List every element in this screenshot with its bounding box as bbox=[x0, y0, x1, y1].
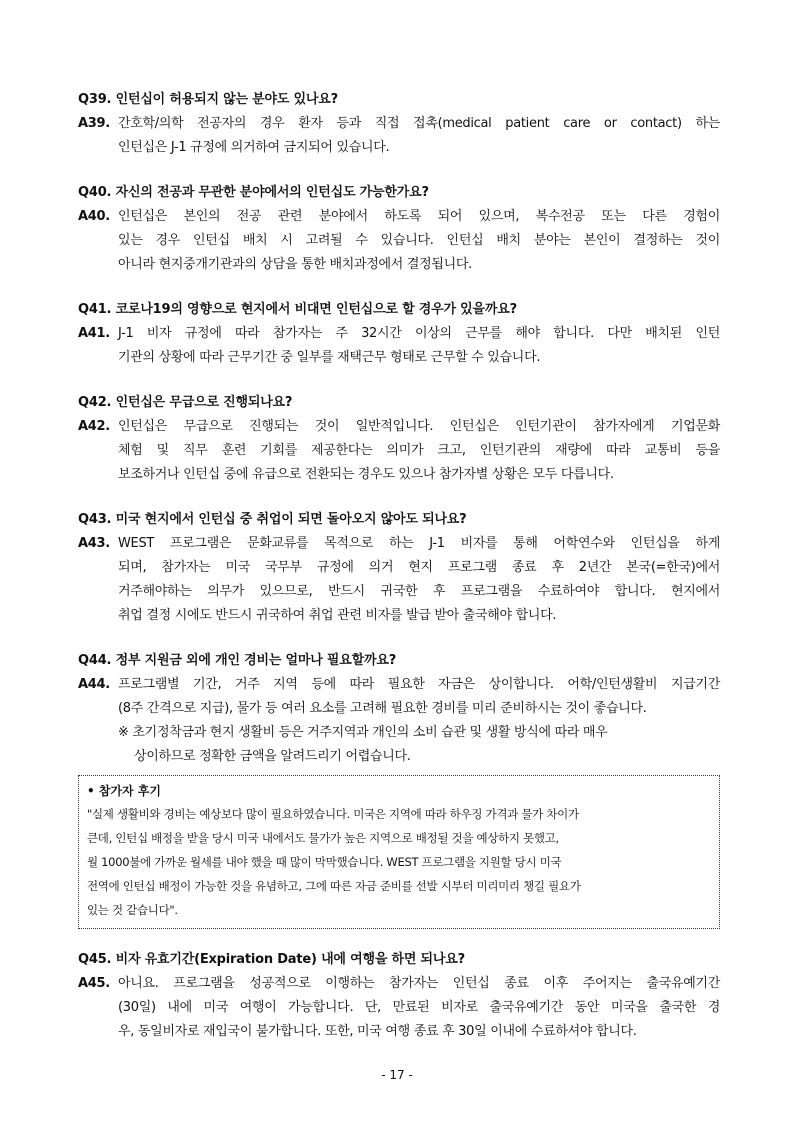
question-44: Q44. 정부 지원금 외에 개인 경비는 얼마나 필요할까요? bbox=[78, 653, 397, 668]
qa-43 bbox=[78, 508, 720, 628]
answer-line: 있는 경우 인턴십 배치 시 고려될 수 있습니다. 인턴십 배치 분야는 본인이 결정하는 것이 bbox=[118, 233, 720, 248]
answer-line: (8주 간격으로 지급), 물가 등 여러 요소를 고려해 필요한 경비를 미리 준비하시는 것이 좋습니다. bbox=[118, 701, 647, 716]
answer-label: A44. bbox=[78, 677, 110, 692]
question-40: Q40. 자신의 전공과 무관한 분야에서의 인턴십도 가능한가요? bbox=[78, 185, 429, 200]
qa-44 bbox=[78, 649, 720, 769]
answer-line: 우, 동일비자로 재입국이 불가합니다. 또한, 미국 여행 종료 후 30일 이내에 수료하셔야 합니다. bbox=[118, 1024, 637, 1039]
answer-line: 취업 결정 시에도 반드시 귀국하여 취업 관련 비자를 발급 받아 출국해야 합니다. bbox=[118, 608, 557, 623]
answer-43 bbox=[78, 532, 720, 628]
review-line: 큰데, 인턴십 배정을 받을 당시 미국 내에서도 물가가 높은 지역으로 배정될 것을 예상하지 못했고, bbox=[87, 831, 559, 845]
answer-label: A41. bbox=[78, 326, 110, 341]
answer-40 bbox=[78, 205, 720, 277]
document-body bbox=[78, 88, 720, 1065]
answer-line: 보조하거나 인턴십 중에 유급으로 전환되는 경우도 있으나 참가자별 상황은 모두 다릅니다. bbox=[118, 467, 614, 482]
question-41: Q41. 코로나19의 영향으로 현지에서 비대면 인턴십으로 할 경우가 있을까요? bbox=[78, 302, 517, 317]
answer-line: 기관의 상황에 따라 근무기간 중 일부를 재택근무 형태로 근무할 수 있습니다. bbox=[118, 350, 541, 365]
review-line: 전역에 인턴십 배정이 가능한 것을 유념하고, 그에 따른 자금 준비를 선발 시부터 미리미리 챙길 필요가 bbox=[87, 879, 581, 893]
answer-label: A39. bbox=[78, 116, 110, 131]
answer-note: ※ 초기정착금과 현지 생활비 등은 거주지역과 개인의 소비 습관 및 생활 방식에 따라 매우 bbox=[118, 725, 608, 740]
answer-label: A43. bbox=[78, 536, 110, 551]
answer-line: 인턴십은 J-1 규정에 의거하여 금지되어 있습니다. bbox=[118, 140, 390, 155]
answer-label: A40. bbox=[78, 209, 110, 224]
answer-line: 간호학/의학 전공자의 경우 환자 등과 직접 접촉(medical patient care or contact) 하는 bbox=[118, 116, 720, 131]
qa-39 bbox=[78, 88, 720, 160]
review-title: • 참가자 후기 bbox=[87, 784, 161, 798]
answer-line: WEST 프로그램은 문화교류를 목적으로 하는 J-1 비자를 통해 어학연수와 인턴십을 하게 bbox=[118, 536, 720, 551]
question-39: Q39. 인턴십이 허용되지 않는 분야도 있나요? bbox=[78, 92, 338, 107]
review-line: 월 1000불에 가까운 월세를 내야 했을 때 많이 막막했습니다. WEST 프로그램을 지원할 당시 미국 bbox=[87, 855, 562, 869]
answer-line: 프로그램별 기간, 거주 지역 등에 따라 필요한 자금은 상이합니다. 어학/인턴생활비 지급기간 bbox=[118, 677, 720, 692]
page-number: - 17 - bbox=[381, 1068, 413, 1082]
participant-review-box bbox=[78, 775, 720, 929]
answer-line: 되며, 참가자는 미국 국무부 규정에 의거 현지 프로그램 종료 후 2년간 본국(=한국)에서 bbox=[118, 560, 720, 575]
qa-41 bbox=[78, 298, 720, 370]
answer-line: 거주해야하는 의무가 있으므로, 반드시 귀국한 후 프로그램을 수료하여야 합니다. 현지에서 bbox=[118, 584, 720, 599]
answer-44 bbox=[78, 673, 720, 769]
answer-41 bbox=[78, 322, 720, 370]
answer-label: A42. bbox=[78, 419, 110, 434]
review-line: "실제 생활비와 경비는 예상보다 많이 필요하였습니다. 미국은 지역에 따라 하우징 가격과 물가 차이가 bbox=[87, 807, 579, 821]
question-45: Q45. 비자 유효기간(Expiration Date) 내에 여행을 하면 되나요? bbox=[78, 952, 465, 967]
answer-line: 아니라 현지중개기관과의 상담을 통한 배치과정에서 결정됩니다. bbox=[118, 257, 472, 272]
answer-line: 인턴십은 무급으로 진행되는 것이 일반적입니다. 인턴십은 인턴기관이 참가자에게 기업문화 bbox=[118, 419, 720, 434]
answer-42 bbox=[78, 415, 720, 487]
answer-line: 인턴십은 본인의 전공 관련 분야에서 하도록 되어 있으며, 복수전공 또는 다른 경험이 bbox=[118, 209, 720, 224]
answer-label: A45. bbox=[78, 976, 110, 991]
answer-line: (30일) 내에 미국 여행이 가능합니다. 단, 만료된 비자로 출국유예기간 동안 미국을 출국한 경 bbox=[118, 1000, 720, 1015]
review-line: 있는 것 같습니다". bbox=[87, 903, 178, 917]
answer-line: J-1 비자 규정에 따라 참가자는 주 32시간 이상의 근무를 해야 합니다. 다만 배치된 인턴 bbox=[118, 326, 720, 341]
question-43: Q43. 미국 현지에서 인턴십 중 취업이 되면 돌아오지 않아도 되나요? bbox=[78, 512, 467, 527]
answer-39 bbox=[78, 112, 720, 160]
question-42: Q42. 인턴십은 무급으로 진행되나요? bbox=[78, 395, 293, 410]
answer-45 bbox=[78, 972, 720, 1044]
qa-45 bbox=[78, 948, 720, 1044]
answer-line: 아니요. 프로그램을 성공적으로 이행하는 참가자는 인턴십 종료 이후 주어지는 출국유예기간 bbox=[118, 976, 720, 991]
answer-note: 상이하므로 정확한 금액을 알려드리기 어렵습니다. bbox=[134, 749, 411, 764]
qa-40 bbox=[78, 181, 720, 277]
answer-line: 체험 및 직무 훈련 기회를 제공한다는 의미가 크고, 인턴기관의 재량에 따라 교통비 등을 bbox=[118, 443, 720, 458]
qa-42 bbox=[78, 391, 720, 487]
